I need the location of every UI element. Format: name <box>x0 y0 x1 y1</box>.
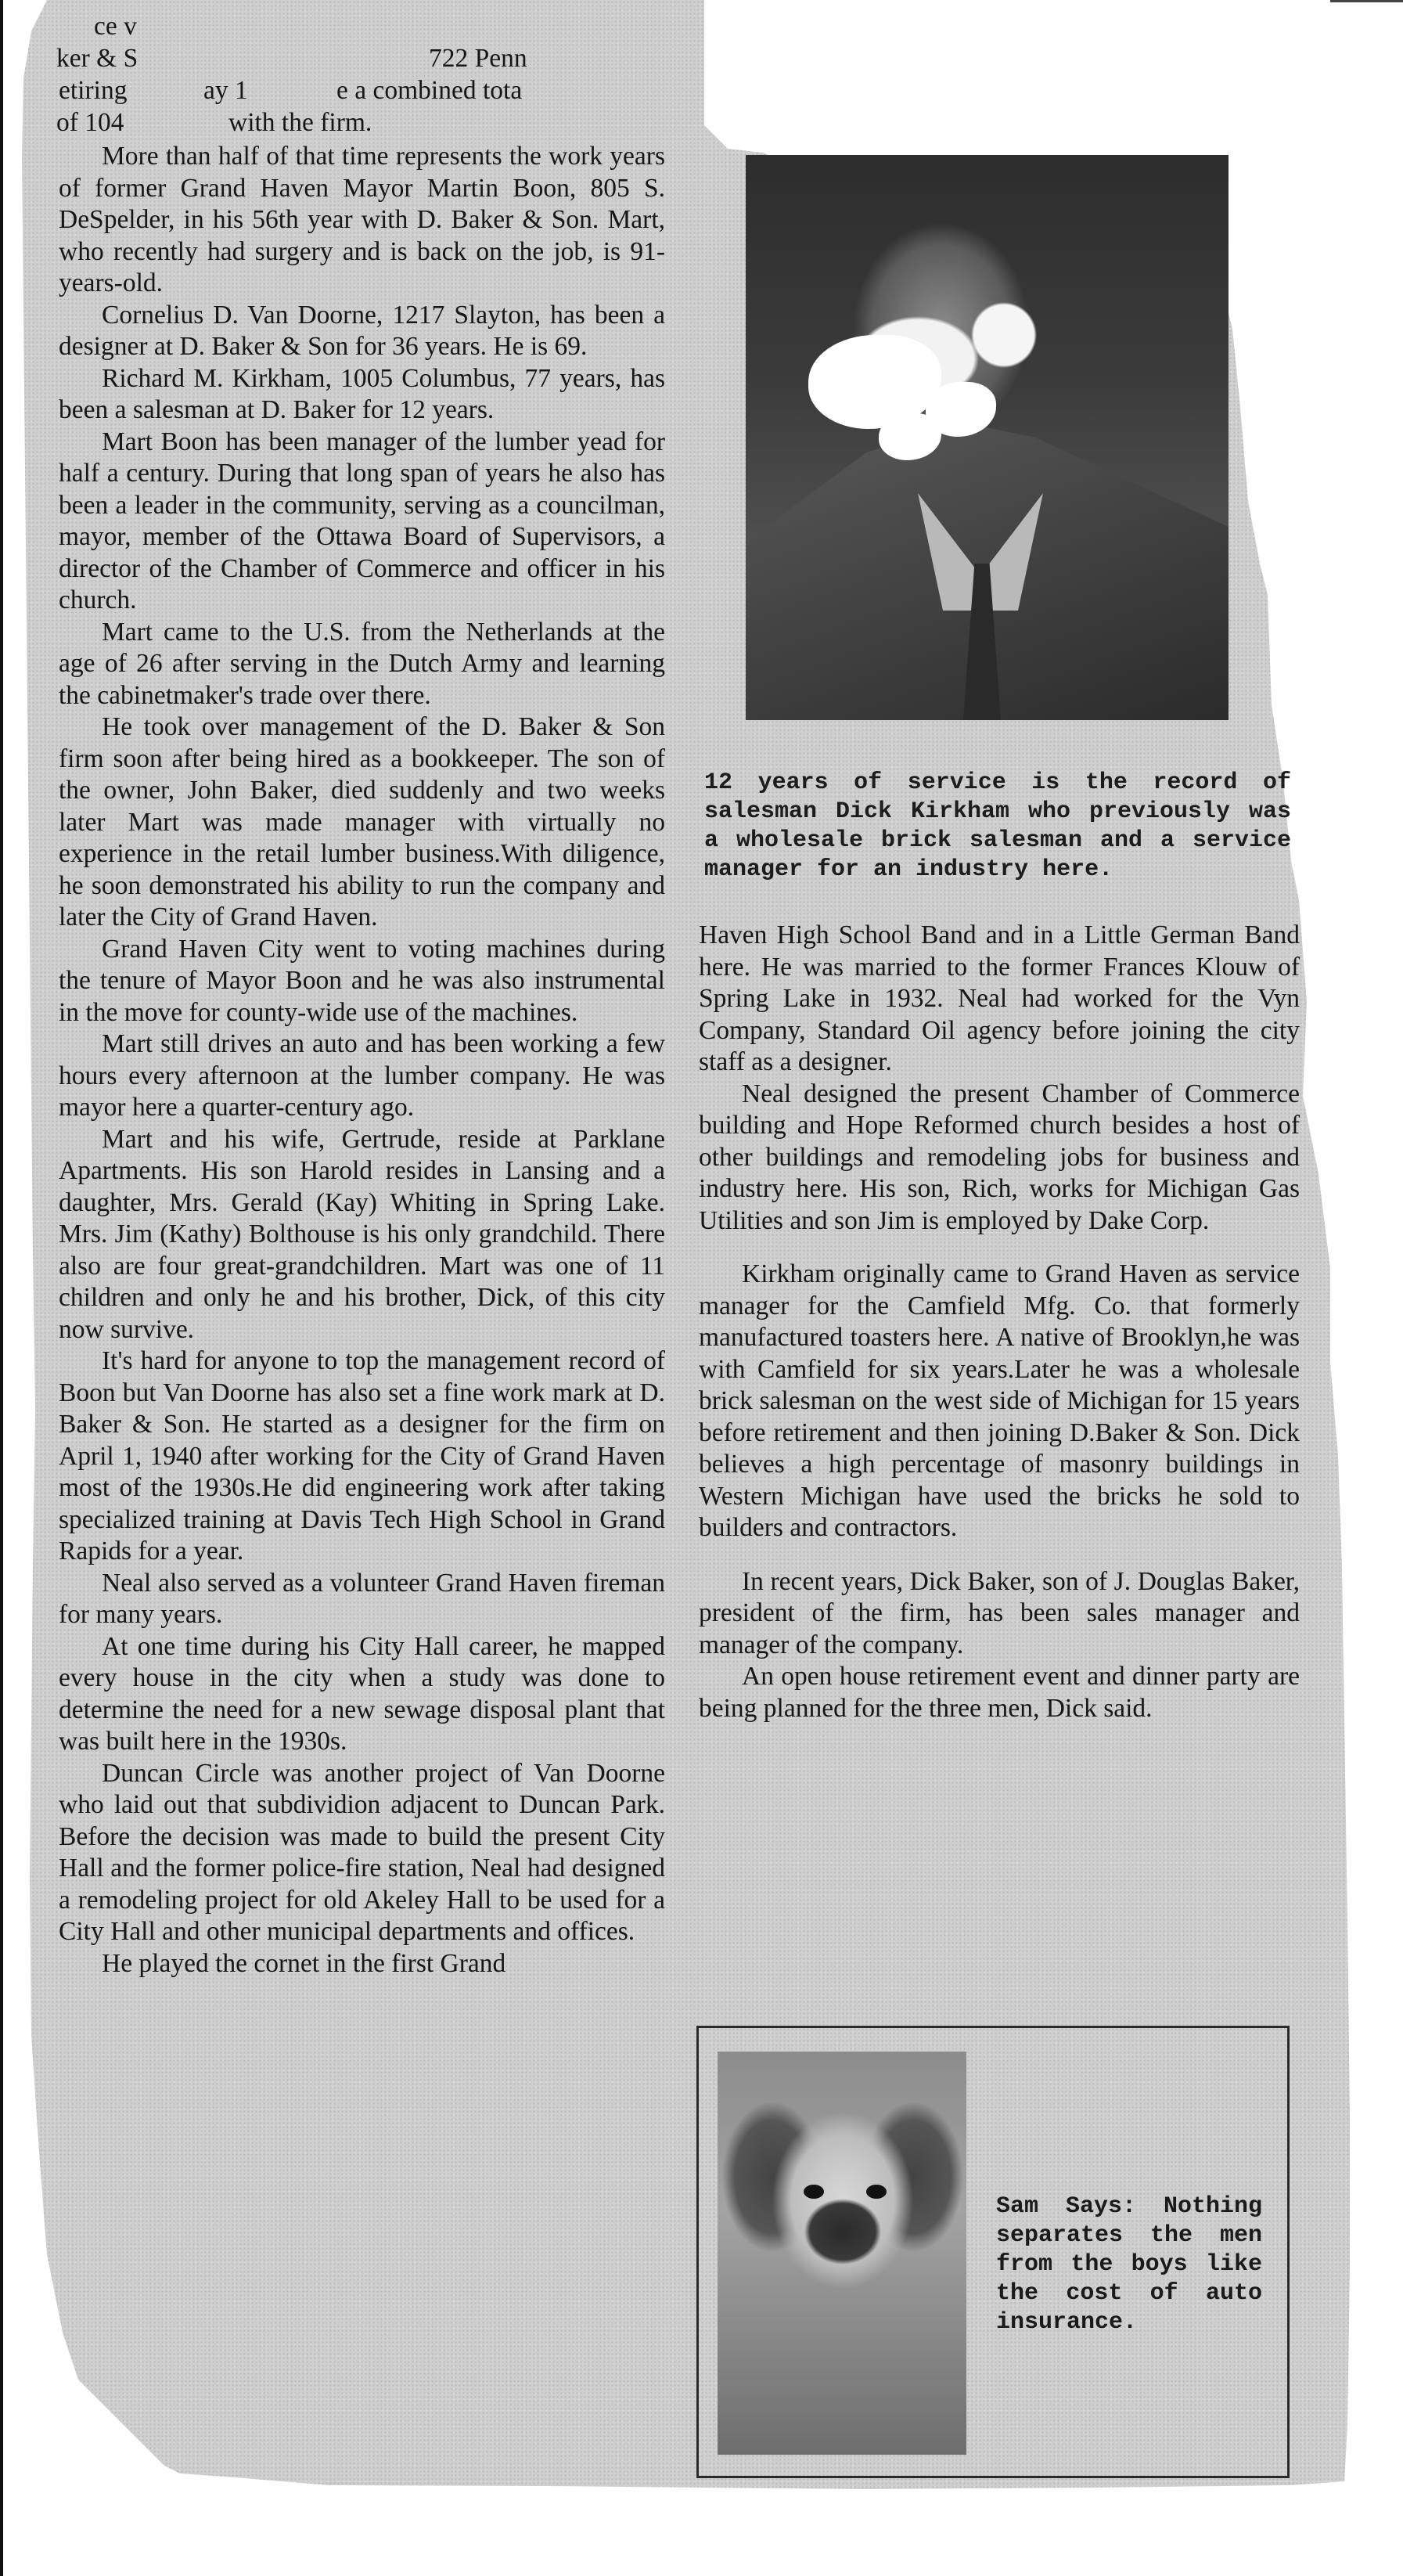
top-fragment-2b: 722 Penn <box>429 44 527 73</box>
left-paragraph: Neal also served as a volunteer Grand Haven fireman for many years. <box>59 1568 665 1629</box>
right-paragraph-continued: Haven High School Band and in a Little German Band here. He was married to the former Frances Klouw of Spring Lake in 1932. Neal had worked for the Vyn Company, Standard Oil agency before joining the city staff as a designer. <box>699 921 1300 1076</box>
left-paragraph: He took over management of the D. Baker & Son firm soon after being hired as a bookkeeper. The son of the owner, John Baker, died suddenly and two weeks later Mart was made manager with virtually no experience in the retail lumber business.With diligence, he soon demonstrated his ability to run the company and later the City of Grand Haven. <box>59 712 665 931</box>
left-paragraph: Grand Haven City went to voting machines during the tenure of Mayor Boon and he was also instrumental in the move for county-wide use of the machines. <box>59 934 665 1027</box>
salesman-photo <box>746 155 1229 720</box>
right-paragraph: Kirkham originally came to Grand Haven as service manager for the Camfield Mfg. Co. that formerly manufactured toasters here. A native of Brooklyn,he was with Camfield for six years.Later he was a wholesale brick salesman on the west side of Michigan for 15 years before retirement and then joining D.Baker & Son. Dick believes a high percentage of masonry buildings in Western Michigan have used the bricks he sold to builders and contractors. <box>699 1259 1300 1542</box>
scan-edge-top <box>1330 0 1403 2</box>
left-paragraph: Mart came to the U.S. from the Netherlands at the age of 26 after serving in the Dutch Army and learning the cabinetmaker's trade over there. <box>59 617 665 710</box>
sam-says-text: Sam Says: Nothing separates the men from the boys like the cost of auto insurance. <box>996 2193 1262 2336</box>
right-column <box>699 920 1300 1724</box>
left-paragraph: Duncan Circle was another project of Van Doorne who laid out that subdividion adjacent to Duncan Park. Before the decision was made to build the present City Hall and the former police-fire station, Neal had designed a remodeling project for old Akeley Hall to be used for a City Hall and other municipal departments and offices. <box>59 1758 665 1946</box>
top-fragment-2a: ker & S <box>56 44 139 73</box>
right-paragraph: Neal designed the present Chamber of Commerce building and Hope Reformed church besides a host of other buildings and remodeling jobs for business and industry here. His son, Rich, works for Michigan Gas Utilities and son Jim is employed by Dake Corp. <box>699 1079 1300 1235</box>
left-paragraph: At one time during his City Hall career, he mapped every house in the city when a study was done to determine the need for a new sewage disposal plant that was built here in the 1930s. <box>59 1631 665 1756</box>
left-paragraph: It's hard for anyone to top the management record of Boon but Van Doorne has also set a fine work mark at D. Baker & Son. He started as a designer for the firm on April 1, 1940 after working for the City of Grand Haven most of the 1930s.He did engineering work after taking specialized training at Davis Tech High School in Grand Rapids for a year. <box>59 1346 665 1565</box>
left-paragraph: Mart still drives an auto and has been working a few hours every afternoon at the lumber company. He was mayor here a quarter-century ago. <box>59 1029 665 1122</box>
left-paragraph: Richard M. Kirkham, 1005 Columbus, 77 years, has been a salesman at D. Baker for 12 years. <box>59 363 665 424</box>
top-fragment-4a: of 104 <box>56 108 124 137</box>
top-fragment-1: ce v <box>94 12 137 41</box>
right-paragraph: An open house retirement event and dinner party are being planned for the three men, Dick said. <box>699 1662 1300 1723</box>
left-paragraph: Cornelius D. Van Doorne, 1217 Slayton, has been a designer at D. Baker & Son for 36 years. He is 69. <box>59 300 665 361</box>
dog-eye <box>866 2185 887 2199</box>
photo-caption: 12 years of service is the record of salesman Dick Kirkham who previously was a wholesale brick salesman and a service manager for an industry here. <box>704 769 1291 883</box>
left-column <box>59 141 665 1980</box>
dog-eye <box>804 2185 824 2199</box>
dog-photo <box>718 2052 966 2455</box>
top-fragment-4b: with the firm. <box>228 108 372 137</box>
left-paragraph: Mart and his wife, Gertrude, reside at Parklane Apartments. His son Harold resides in Lansing and a daughter, Mrs. Gerald (Kay) Whiting in Spring Lake. Mrs. Jim (Kathy) Bolthouse is his only grandchild. There also are four great-grandchildren. Mart was one of 11 children and only he and his brother, Dick, of this city now survive. <box>59 1124 665 1344</box>
top-fragment-3c: e a combined tota <box>336 76 523 105</box>
right-paragraph: In recent years, Dick Baker, son of J. Douglas Baker, president of the firm, has been sales manager and manager of the company. <box>699 1566 1300 1659</box>
left-paragraph: He played the cornet in the first Grand <box>102 1948 506 1978</box>
scan-edge-left <box>0 0 3 2576</box>
left-paragraph: More than half of that time represents the work years of former Grand Haven Mayor Martin Boon, 805 S. DeSpelder, in his 56th year with D. Baker & Son. Mart, who recently had surgery and is back on the job, is 91-years-old. <box>59 142 665 297</box>
top-fragment-3b: ay 1 <box>203 76 248 105</box>
sam-says-box <box>696 2026 1290 2478</box>
left-paragraph: Mart Boon has been manager of the lumber yead for half a century. During that long span of years he also has been a leader in the community, serving as a councilman, mayor, member of the Ottawa Board of Supervisors, a director of the Chamber of Commerce and officer in his church. <box>59 427 665 614</box>
top-fragment-3a: etiring <box>59 76 128 105</box>
